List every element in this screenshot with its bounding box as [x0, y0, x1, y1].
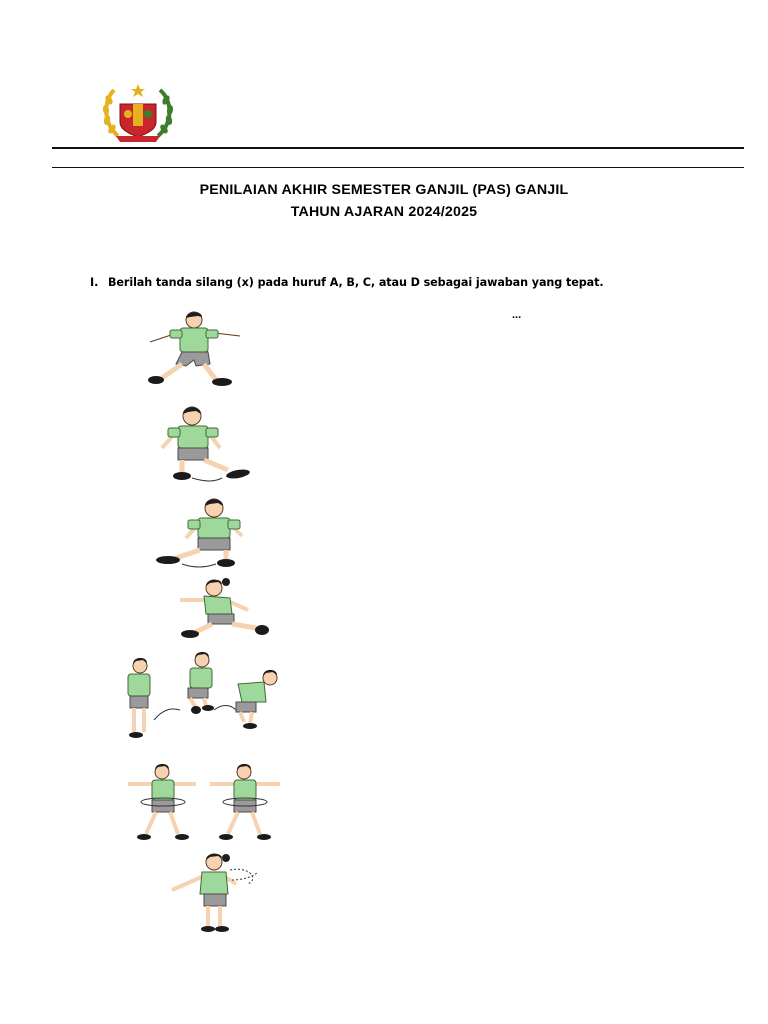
government-emblem-icon: [100, 82, 178, 146]
exam-title: PENILAIAN AKHIR SEMESTER GANJIL (PAS) GANJIL: [199, 182, 569, 198]
instruction-text: Berilah tanda silang (x) pada huruf A, B, C, atau D sebagai jawaban yang tepat.: [108, 276, 604, 289]
child-step-side-icon: [148, 404, 258, 489]
girl-running-icon: [174, 574, 274, 647]
academic-year: TAHUN AJARAN 2024/2025: [290, 204, 478, 220]
header-rule-top: [52, 147, 744, 149]
child-walking-icon: [140, 308, 248, 397]
child-jumping-sequence-icon: [120, 650, 286, 747]
girl-arm-swing-icon: [164, 850, 264, 941]
section-number: I.: [90, 276, 99, 289]
child-hip-rotation-icon: [126, 762, 286, 849]
child-step-side-icon: [152, 496, 262, 577]
header-rule-bottom: [52, 167, 744, 168]
instruction: [90, 276, 604, 289]
answer-placeholder: ...: [512, 309, 522, 321]
